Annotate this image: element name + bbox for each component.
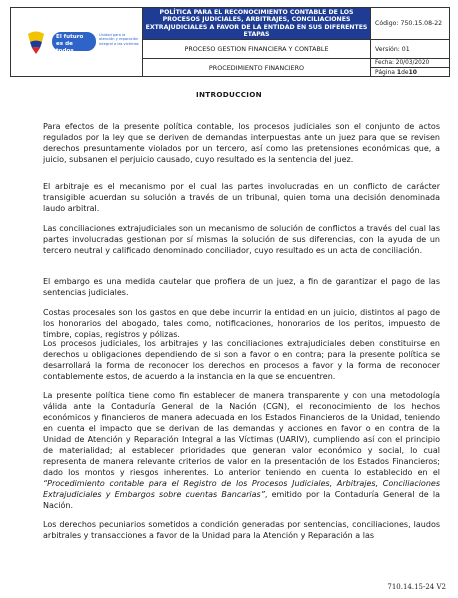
colombia-logo-icon [25,30,47,54]
document-version: Versión: 01 [371,39,449,58]
paragraph-3: Las conciliaciones extrajudiciales son un mecanismo de solución de conflictos a través del cual las partes involucradas gestionan por sí mismas la solución de sus diferencias, con la ayuda de un tercero neutral y calificado denominado conciliador, cuyo resultado es un acta de conciliación. [43,224,440,255]
logo-text: El futuro es de todos [52,32,96,51]
paragraph-5: Costas procesales son los gastos en que debe incurrir la entidad en un juicio, distintos al pago de los honorarios del abogado, tales como, notificaciones, honorarios de los peritos, impuesto de timbre, copias, registros y pólizas. [43,308,440,339]
paragraph-8: Los derechos pecuniarios sometidos a condición generadas por sentencias, conciliaciones, laudos arbitrales y transacciones a favor de la Unidad para la Atención y Reparación a las [43,520,440,540]
procedure-name: PROCEDIMIENTO FINANCIERO [143,58,370,76]
page-mid: de [401,68,409,76]
policy-title: POLÍTICA PARA EL RECONOCIMIENTO CONTABLE DE LOS PROCESOS JUDICIALES, ARBITRAJES, CONCILIACIONES EXTRAJUDICIALES A FAVOR DE LA ENTIDAD EN SUS DIFERENTES ETAPAS [143,8,370,39]
page-prefix: Página [375,68,395,76]
document-code: Código: 750.15.08-22 [375,20,443,27]
paragraph-2: El arbitraje es el mecanismo por el cual las partes involucradas en un conflicto de carácter transigible acuerdan su solución a través de un tribunal, quien toma una decisión denominada laudo arbitral. [43,182,440,213]
logo-cell [11,8,143,76]
logo-subtext: Unidad para la atención y reparación integral a las víctimas [99,33,139,46]
document-header-table [10,7,450,77]
document-date: Fecha: 20/03/2020 [371,58,449,67]
paragraph-6: Los procesos judiciales, los arbitrajes y las conciliaciones extrajudiciales deben constituirse en derechos u obligaciones dependiendo de si son a favor o en contra; para la presente política se desarrollará la forma de reconocer los derechos en procesos a favor y la forma de reconocer contablemente estos, de acuerdo a la instancia en la que se encuentren. [43,339,440,381]
paragraph-1: Para efectos de la presente política contable, los procesos judiciales son el conjunto de actos regulados por la ley que se deriven de demandas interpuestas ante un juez para que se revisen derechos presuntamente violados por un tercero, así como las pretensiones económicas que, a juicio, subsanen el perjuicio causado, cuyo resultado es la sentencia del juez. [43,122,440,164]
process-name: PROCESO GESTION FINANCIERA Y CONTABLE [143,39,370,58]
header-middle [143,8,371,76]
footer-code: 710.14.15-24 V2 [387,583,446,591]
page-indicator [371,67,449,76]
paragraph-4: El embargo es una medida cautelar que profiera de un juez, a fin de garantizar el pago de las sentencias judiciales. [43,277,440,297]
paragraph-7-text: La presente política tiene como fin establecer de manera transparente y con una metodología válida ante la Contaduría General de la Nación (CGN), el reconocimiento de los hechos económicos y financieros de manera adecuada en los Estados Financieros de la Unidad, teniendo en cuenta el impacto que se derivan de las demandas y acciones en favor o en contra de la Unidad de Atención y Reparación Integral a las Víctimas (UARIV), cumpliendo así con el principio de materialidad; al establecer prioridades que generan valor económico y social, lo cual representa de manera relevante criterios de valor en la presentación de los Estados Financieros; dado los montos y riesgos inherentes. Lo anterior teniendo en cuenta lo establecido en el [43,391,440,477]
page-number: 1 [396,68,402,76]
paragraph-7-tail: , emitido por la Contaduría General de la Nación. [43,490,440,510]
paragraph-7 [43,390,440,511]
page-total: 10 [408,68,417,76]
section-title: INTRODUCCION [196,90,262,99]
paragraph-7-italic: “Procedimiento contable para el Registro de los Procesos Judiciales, Arbitrajes, Conciliaciones Extrajudiciales y Embargos sobre cuentas Bancarias” [43,479,440,499]
header-right [371,8,449,76]
